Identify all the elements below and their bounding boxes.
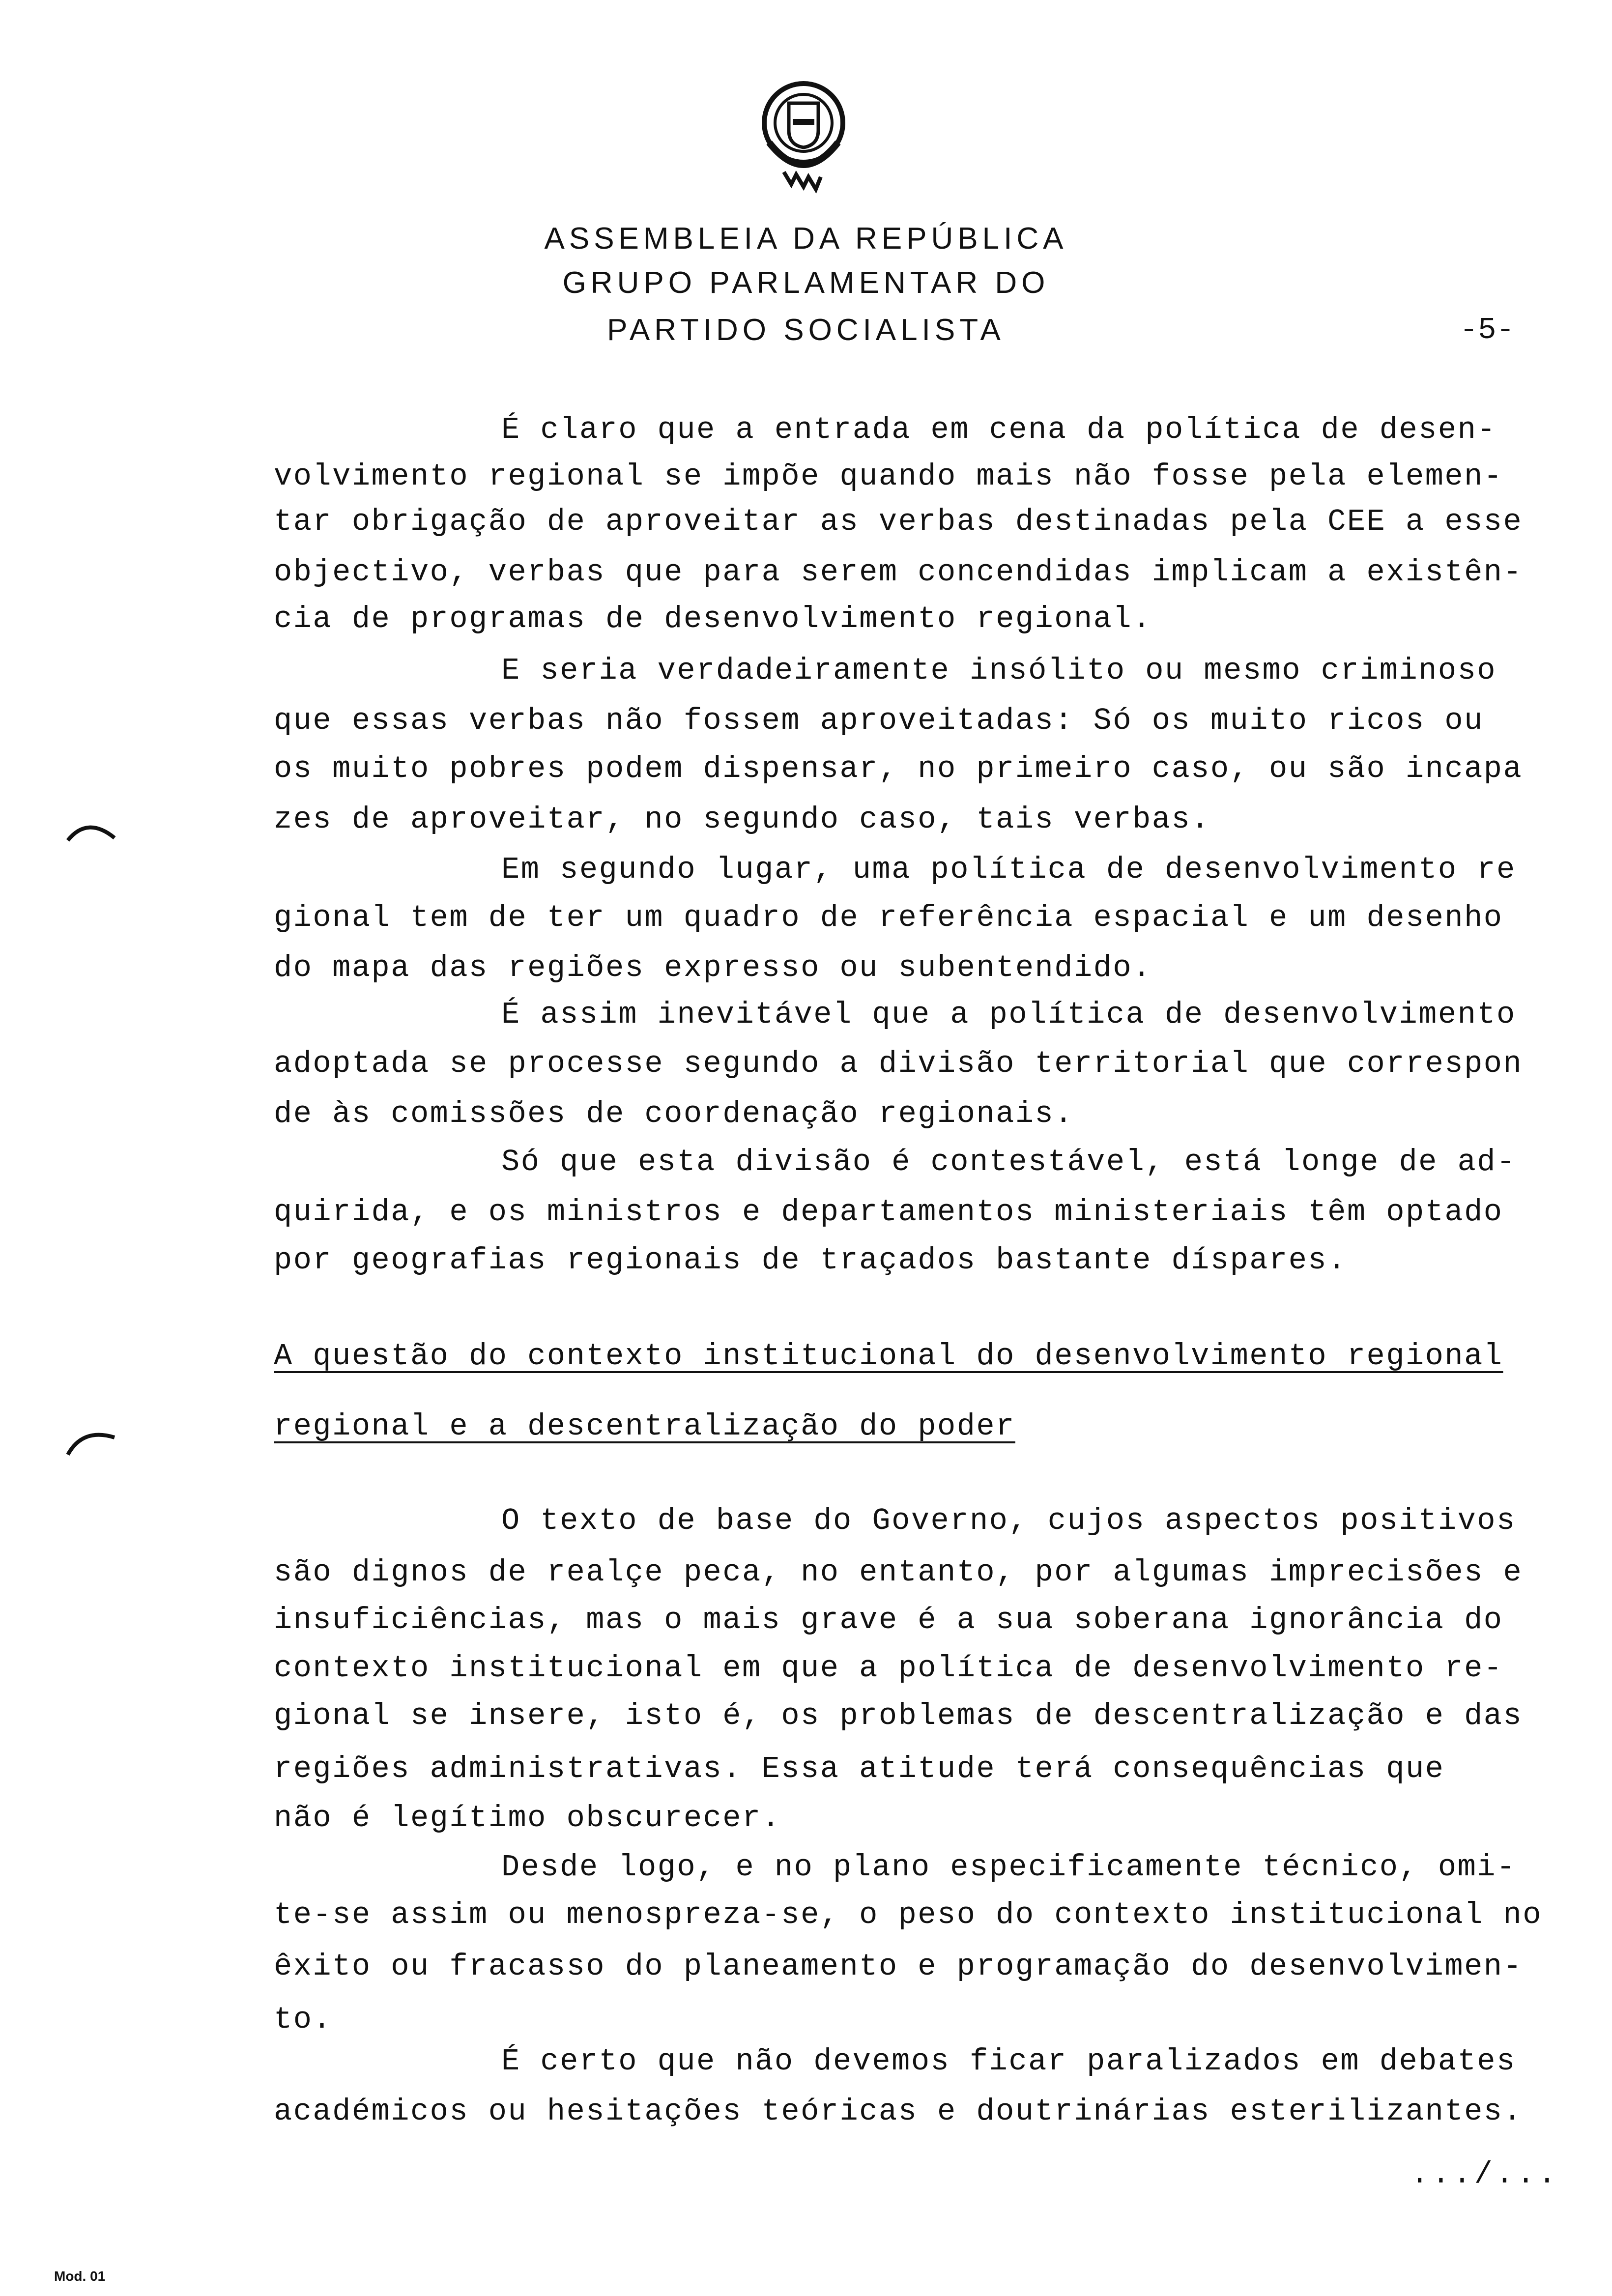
text-line: to.	[274, 2002, 333, 2037]
text-line: de às comissões de coordenação regionais.	[274, 1096, 1074, 1131]
text-line: Em segundo lugar, uma política de desenvolvimento re	[501, 852, 1516, 887]
text-line: te-se assim ou menospreza-se, o peso do contexto institucional no	[274, 1897, 1542, 1932]
text-line: não é legítimo obscurecer.	[274, 1801, 781, 1836]
section-heading-line: A questão do contexto institucional do desenvolvimento regional	[274, 1339, 1503, 1374]
coat-of-arms-emblem	[754, 74, 853, 197]
text-line: académicos ou hesitações teóricas e doutrinárias esterilizantes.	[274, 2094, 1523, 2129]
text-line: que essas verbas não fossem aproveitadas: Só os muito ricos ou	[274, 703, 1484, 738]
text-line: volvimento regional se impõe quando mais não fosse pela elemen-	[274, 459, 1503, 494]
text-line: Só que esta divisão é contestável, está longe de ad-	[501, 1145, 1516, 1179]
text-line: É assim inevitável que a política de desenvolvimento	[501, 997, 1516, 1032]
text-line: do mapa das regiões expresso ou subentendido.	[274, 950, 1152, 985]
form-code: Mod. 01	[54, 2268, 106, 2284]
text-line: os muito pobres podem dispensar, no primeiro caso, ou são incapa	[274, 751, 1523, 786]
text-line: objectivo, verbas que para serem concendidas implicam a existên-	[274, 555, 1523, 590]
header-group: GRUPO PARLAMENTAR DO	[562, 266, 1050, 300]
text-line: tar obrigação de aproveitar as verbas destinadas pela CEE a esse	[274, 504, 1523, 539]
text-line: por geografias regionais de traçados bastante díspares.	[274, 1243, 1347, 1278]
text-line: É claro que a entrada em cena da política de desen-	[501, 412, 1497, 447]
header-party: PARTIDO SOCIALISTA	[607, 313, 1005, 347]
margin-punch-mark-icon	[64, 816, 118, 845]
text-line: adoptada se processe segundo a divisão territorial que correspon	[274, 1046, 1523, 1081]
text-line: são dignos de realçe peca, no entanto, por algumas imprecisões e	[274, 1555, 1523, 1590]
text-line: E seria verdadeiramente insólito ou mesmo criminoso	[501, 653, 1497, 688]
page-number: -5-	[1460, 313, 1515, 347]
header-assembly: ASSEMBLEIA DA REPÚBLICA	[544, 222, 1068, 256]
text-line: zes de aproveitar, no segundo caso, tais verbas.	[274, 802, 1210, 837]
text-line: gional tem de ter um quadro de referência espacial e um desenho	[274, 900, 1503, 935]
text-line: quirida, e os ministros e departamentos ministeriais têm optado	[274, 1195, 1503, 1230]
text-line: cia de programas de desenvolvimento regional.	[274, 602, 1152, 636]
text-line: gional se insere, isto é, os problemas de descentralização e das	[274, 1698, 1523, 1733]
text-line: êxito ou fracasso do planeamento e programação do desenvolvimen-	[274, 1949, 1523, 1984]
continuation-mark: .../...	[1410, 2157, 1559, 2192]
text-line: É certo que não devemos ficar paralizados em debates	[501, 2044, 1516, 2079]
section-heading-line: regional e a descentralização do poder	[274, 1409, 1015, 1444]
text-line: insuficiências, mas o mais grave é a sua soberana ignorância do	[274, 1603, 1503, 1637]
text-line: O texto de base do Governo, cujos aspectos positivos	[501, 1503, 1516, 1538]
text-line: Desde logo, e no plano especificamente técnico, omi-	[501, 1850, 1516, 1885]
text-line: contexto institucional em que a política de desenvolvimento re-	[274, 1651, 1503, 1686]
text-line: regiões administrativas. Essa atitude terá consequências que	[274, 1751, 1445, 1786]
margin-punch-mark-icon	[64, 1425, 118, 1460]
